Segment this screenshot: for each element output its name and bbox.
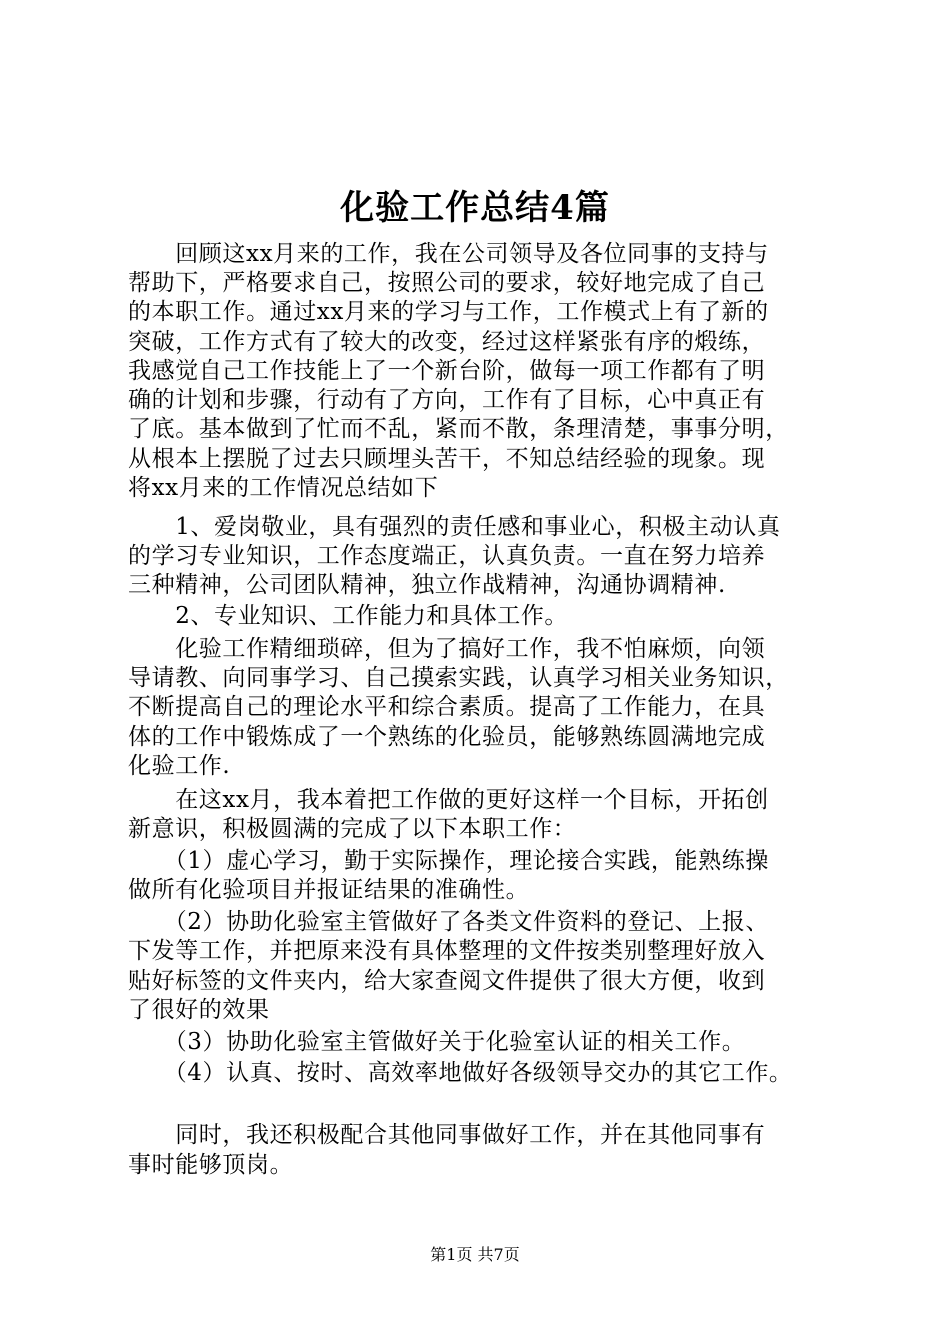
body-line: 不断提高自己的理论水平和综合素质。提高了工作能力，在具: [128, 694, 766, 720]
body-line: 做所有化验项目并报证结果的准确性。: [128, 877, 530, 903]
body-line: 回顾这xx月来的工作，我在公司领导及各位同事的支持与: [128, 241, 769, 267]
body-line: 同时，我还积极配合其他同事做好工作，并在其他同事有: [128, 1122, 766, 1148]
body-line: 化验工作.: [128, 753, 231, 779]
body-line: 新意识，积极圆满的完成了以下本职工作：: [128, 816, 577, 842]
body-line: （2）协助化验室主管做好了各类文件资料的登记、上报、: [128, 909, 769, 935]
document-title: 化验工作总结4篇: [340, 188, 610, 228]
body-line: 体的工作中锻炼成了一个熟练的化验员，能够熟练圆满地完成: [128, 724, 766, 750]
body-line: 确的计划和步骤，行动有了方向，工作有了目标，心中真正有: [128, 387, 766, 413]
body-line: 2、专业知识、工作能力和具体工作。: [128, 603, 569, 629]
body-line: 的学习专业知识，工作态度端正，认真负责。一直在努力培养: [128, 543, 766, 569]
body-line: 化验工作精细琐碎，但为了搞好工作，我不怕麻烦，向领: [128, 636, 766, 662]
body-line: 导请教、向同事学习、自己摸索实践，认真学习相关业务知识，: [128, 665, 789, 691]
body-line: 了很好的效果: [128, 997, 270, 1023]
body-line: （1）虚心学习，勤于实际操作，理论接合实践，能熟练操: [128, 848, 769, 874]
body-line: 下发等工作，并把原来没有具体整理的文件按类别整理好放入: [128, 938, 766, 964]
body-line: 我感觉自己工作技能上了一个新台阶，做每一项工作都有了明: [128, 358, 766, 384]
body-line: 在这xx月，我本着把工作做的更好这样一个目标，开拓创: [128, 787, 769, 813]
body-line: 帮助下，严格要求自己，按照公司的要求，较好地完成了自己: [128, 270, 766, 296]
body-line: 从根本上摆脱了过去只顾埋头苦干，不知总结经验的现象。现: [128, 446, 766, 472]
body-line: （3）协助化验室主管做好关于化验室认证的相关工作。: [128, 1029, 746, 1055]
body-line: 事时能够顶岗。: [128, 1152, 294, 1178]
body-line: 将xx月来的工作情况总结如下: [128, 475, 439, 501]
body-line: 贴好标签的文件夹内，给大家查阅文件提供了很大方便，收到: [128, 968, 766, 994]
body-line: 突破，工作方式有了较大的改变，经过这样紧张有序的煅练，: [128, 329, 766, 355]
body-line: 的本职工作。通过xx月来的学习与工作，工作模式上有了新的: [128, 299, 769, 325]
body-line: （4）认真、按时、高效率地做好各级领导交办的其它工作。: [128, 1060, 793, 1086]
body-line: 了底。基本做到了忙而不乱，紧而不散，条理清楚，事事分明，: [128, 416, 789, 442]
page-footer: 第1页 共7页: [430, 1245, 520, 1264]
body-line: 三种精神，公司团队精神，独立作战精神，沟通协调精神.: [128, 572, 726, 598]
body-line: 1、爱岗敬业，具有强烈的责任感和事业心，积极主动认真: [128, 514, 781, 540]
